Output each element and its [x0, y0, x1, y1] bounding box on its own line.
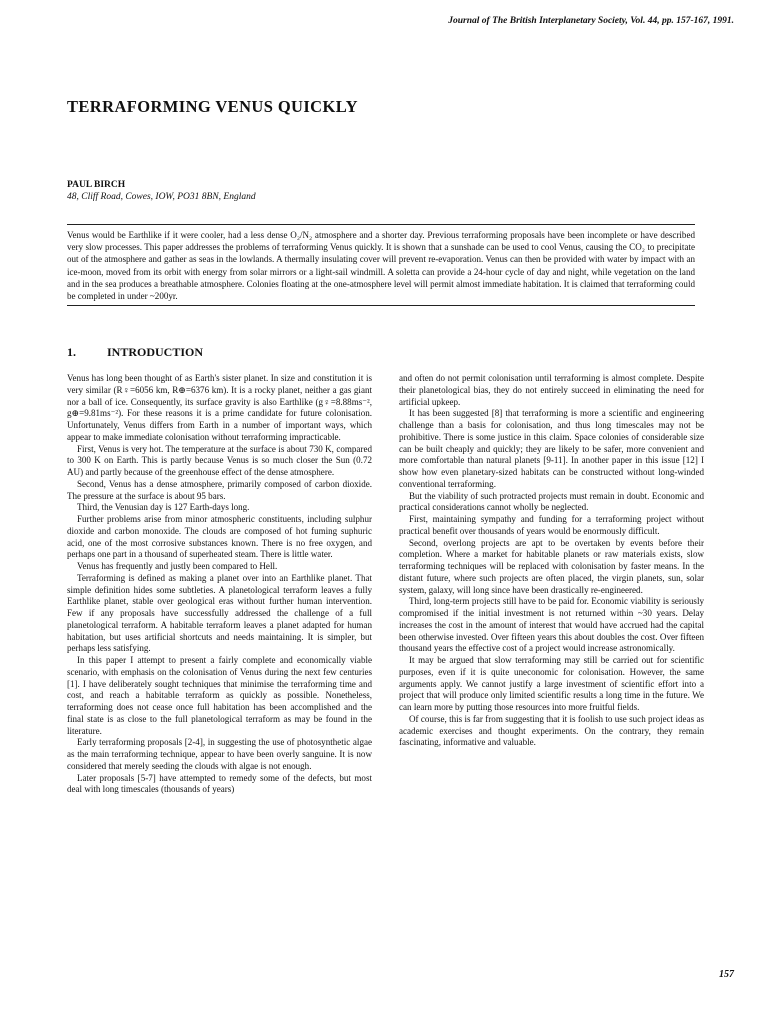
- paragraph: Venus has frequently and justly been compared to Hell.: [77, 561, 278, 571]
- paragraph: Later proposals [5-7] have attempted to remedy some of the defects, but most deal with long timescales (thousands of years): [67, 772, 372, 795]
- author-affiliation: 48, Cliff Road, Cowes, IOW, PO31 8BN, England: [67, 192, 256, 202]
- paragraph: Terraforming is defined as making a planet over into an Earthlike planet. That simple definition hides some subtleties. A planetological terraform leaves a fully Earthlike planet, stable over geological eras without further human intervention. Few if any proposals have successfully addressed the challenge of a full planetological terraform. A habitable terraform leaves a planet adapted for human habitation, but uses artificial shortcuts and needs maintaining. It is simpler, but perhaps less satisfying.: [67, 572, 372, 654]
- paragraph: Of course, this is far from suggesting that it is foolish to use such project ideas as academic exercises and thought experiments. On the contrary, they remain fascinating, informative and valuable.: [399, 713, 704, 748]
- page-number: 157: [719, 969, 734, 980]
- paragraph: Third, long-term projects still have to be paid for. Economic viability is seriously compromised if the initial investment is not returned within ~30 years. Delay increases the cost in the amount of interest that would have accrued had the capital been otherwise invested. Over fifteen years this about doubles the cost. Over fifteen thousand years the effective cost of a project would increase astronomically.: [399, 596, 704, 654]
- abstract-text: Venus would be Earthlike if it were cooler, had a less dense O₂/N₂ atmosphere and a shorter day. Previous terraforming proposals have been incomplete or have described very slow processes. This paper addresses the problems of terraforming Venus quickly. It is shown that a sunshade can be used to cool Venus, causing the CO₂ to precipitate out of the atmosphere and gather as seas in the lowlands. A thermally insulating cover will prevent re-evaporation. Venus can then be provided with water by impact with an ice-moon, moved from its orbit with energy from solar mirrors or a light-sail windmill. A soletta can provide a 24-hour cycle of day and night, while vegetation on the land and in the sea produces a breathable atmosphere. Colonies floating at the one-atmosphere level will permit almost immediate habitation. It is claimed that terraforming could be completed in under ~200yr.: [67, 230, 695, 302]
- section-heading: [67, 345, 203, 360]
- paper-title: TERRAFORMING VENUS QUICKLY: [67, 97, 358, 116]
- paragraph: First, maintaining sympathy and funding for a terraforming project without practical benefit over thousands of years would be enormously difficult.: [399, 514, 704, 536]
- paragraph: In this paper I attempt to present a fairly complete and economically viable scenario, with emphasis on the colonisation of Venus during the next few centuries [1]. I have deliberately sought techniques that minimise the terraforming time and cost, and reach a habitable terraform as quickly as possible. Nonetheless, terraforming does not cease once full habitation has been accomplished and the final state is as close to the full planetological terraform as may be found in the literature.: [67, 655, 372, 736]
- paragraph: Second, overlong projects are apt to be overtaken by events before their completion. Where a market for habitable planets or raw materials exists, slow terraforming techniques will be replaced with colonisation by faster means. In the distant future, where such projects are often placed, the virgin planets, sun, solar system, galaxy, will long since have been drastically re-engineered.: [399, 537, 704, 595]
- right-column: [399, 373, 704, 749]
- author-name: PAUL BIRCH: [67, 180, 126, 190]
- paragraph: First, Venus is very hot. The temperature at the surface is about 730 K, compared to 300 K on Earth. This is partly because Venus is so much closer the Sun (0.72 AU) and partly because of the greenhouse effect of the dense atmosphere.: [67, 443, 372, 477]
- paragraph: Third, the Venusian day is 127 Earth-days long.: [77, 502, 250, 513]
- paragraph: Venus has long been thought of as Earth's sister planet. In size and constitution it is very similar (R♀=6056 km, R⊕=6376 km). It is a rocky planet, neither a gas giant nor a ball of ice. Consequently, its surface gravity is also Earthlike (g♀=8.88ms⁻², g⊕=9.81ms⁻²). For these reasons it is a prime candidate for future colonisation. Unfortunately, Venus differs from Earth in a number of important ways, which appear to make immediate colonisation without terraforming impracticable.: [67, 373, 372, 442]
- abstract: [67, 224, 695, 306]
- paragraph: Early terraforming proposals [2-4], in suggesting the use of photosynthetic algae as the main terraforming technique, appear to have been overly sanguine. It is now considered that merely seeding the clouds with algae is not enough.: [67, 737, 372, 771]
- paragraph: Second, Venus has a dense atmosphere, primarily composed of carbon dioxide. The pressure at the surface is about 95 bars.: [67, 478, 372, 501]
- paragraph: It may be argued that slow terraforming may still be carried out for scientific purposes, even if it is quite uneconomic for colonisation. However, the same arguments apply. We cannot justify a large investment of scientific effort into a project that will produce only limited scientific results a long time in the future. We can learn more by putting those resources into more fruitful fields.: [399, 655, 704, 712]
- paragraph: and often do not permit colonisation until terraforming is almost complete. Despite their planetological bias, they do not entirely succeed in eliminating the need for artificial upkeep.: [399, 373, 704, 407]
- left-column: [67, 373, 372, 796]
- journal-citation: Journal of The British Interplanetary Society, Vol. 44, pp. 157-167, 1991.: [448, 16, 734, 26]
- paragraph: But the viability of such protracted projects must remain in doubt. Economic and practical considerations cannot wholly be neglected.: [399, 490, 704, 513]
- paragraph: Further problems arise from minor atmospheric constituents, including sulphur dioxide and carbon monoxide. The clouds are composed of hot fuming suphuric acid, one of the most corrosive substances known. There is no free oxygen, and perhaps one part in a thousand of superheated steam. There is little water.: [67, 514, 372, 560]
- section-number: 1.: [67, 345, 76, 359]
- paragraph: It has been suggested [8] that terraforming is more a scientific and engineering challenge than a basis for colonisation, and thus long timescales may not be prohibitive. There is some justice in this claim. Space colonies of considerable size can be built cheaply and quickly; they are likely to be safer, more convenient and more comfortable than natural planets [9-11]. In another paper in this issue [12] I show how even planetary-sized habitats can be constructed without long-winded conventional terraforming.: [399, 408, 704, 489]
- section-title: INTRODUCTION: [107, 345, 204, 359]
